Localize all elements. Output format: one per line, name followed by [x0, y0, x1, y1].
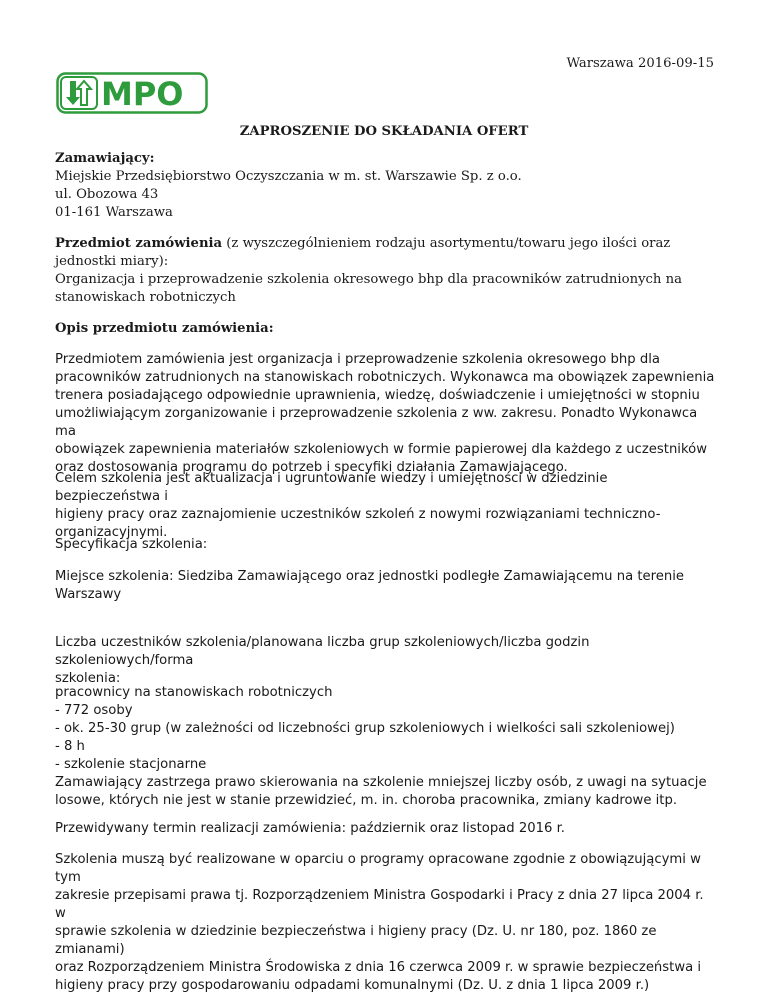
przedmiot-label: Przedmiot zamówienia [55, 236, 223, 251]
przedmiot-note-1: (z wyszczególnieniem rodzaju asortymentu/towaru jego ilości oraz [222, 236, 671, 251]
paragraph-line: organizacyjnymi. [55, 525, 168, 540]
zamawiajacy-section [55, 150, 715, 222]
paragraph-line: Warszawy [55, 587, 122, 602]
paragraph-line: Przedmiotem zamówienia jest organizacja i przeprowadzenie szkolenia okresowego bhp dla [55, 352, 660, 367]
list-item: - 772 osoby [55, 703, 133, 718]
final-paragraph [55, 851, 715, 995]
paragraph-line: obowiązek zapewnienia materiałów szkoleniowych w formie papierowej dla każdego z uczestników [55, 442, 707, 457]
opis-heading: Opis przedmiotu zamówienia: [55, 321, 274, 336]
liczba-paragraph [55, 634, 715, 688]
logo-text: MPO [101, 75, 184, 113]
details-list [55, 684, 715, 810]
przedmiot-value-2: stanowiskach robotniczych [55, 290, 236, 305]
zamawiajacy-city: 01-161 Warszawa [55, 205, 173, 220]
paragraph-line: pracowników zatrudnionych na stanowiskach robotniczych. Wykonawca ma obowiązek zapewnienia [55, 370, 715, 385]
paragraph-line: Celem szkolenia jest aktualizacja i ugruntowanie wiedzy i umiejętności w dziedzinie bezpieczeństwa i [55, 471, 608, 504]
paragraph-line: higieny pracy oraz zaznajomienie uczestników szkoleń z nowymi rozwiązaniami techniczno- [55, 507, 661, 522]
opis-paragraph-1 [55, 351, 715, 477]
list-item: - 8 h [55, 739, 85, 754]
paragraph-line: umożliwiającym zorganizowanie i przeprowadzenie szkolenia z ww. zakresu. Ponadto Wykonawca ma [55, 406, 698, 439]
paragraph-line: sprawie szkolenia w dziedzinie bezpieczeństwa i higieny pracy (Dz. U. nr 180, poz. 1860 ze zmianami) [55, 924, 657, 957]
termin-line: Przewidywany termin realizacji zamówienia: październik oraz listopad 2016 r. [55, 821, 565, 836]
paragraph-line: zakresie przepisami prawa tj. Rozporządzeniem Ministra Gospodarki i Pracy z dnia 27 lipca 2004 r. w [55, 888, 704, 921]
miejsce-paragraph [55, 568, 715, 604]
zamawiajacy-label: Zamawiający: [55, 151, 155, 166]
zamawiajacy-name: Miejskie Przedsiębiorstwo Oczyszczania w m. st. Warszawie Sp. z o.o. [55, 169, 522, 184]
paragraph-line: oraz dostosowania programu do potrzeb i specyfiki działania Zamawiającego. [55, 460, 568, 475]
mpo-logo [56, 72, 208, 114]
zamawiajacy-street: ul. Obozowa 43 [55, 187, 159, 202]
paragraph-line: Szkolenia muszą być realizowane w oparciu o programy opracowane zgodnie z obowiązującymi w tym [55, 852, 701, 885]
list-item: Zamawiający zastrzega prawo skierowania na szkolenie mniejszej liczby osób, z uwagi na sytuacje [55, 775, 707, 790]
list-item: pracownicy na stanowiskach robotniczych [55, 685, 333, 700]
paragraph-line: Liczba uczestników szkolenia/planowana liczba grup szkoleniowych/liczba godzin szkoleniowych/forma [55, 635, 590, 668]
paragraph-line: szkolenia: [55, 671, 121, 686]
list-item: - szkolenie stacjonarne [55, 757, 207, 772]
page-title: ZAPROSZENIE DO SKŁADANIA OFERT [239, 124, 529, 139]
list-item: - ok. 25-30 grup (w zależności od liczebności grup szkoleniowych i wielkości sali szkoleniowej) [55, 721, 675, 736]
list-item: losowe, których nie jest w stanie przewidzieć, m. in. choroba pracownika, zmiany kadrowe itp. [55, 793, 678, 808]
przedmiot-section [55, 235, 715, 307]
date-line: Warszawa 2016-09-15 [566, 56, 714, 71]
opis-paragraph-2 [55, 470, 715, 542]
paragraph-line: Miejsce szkolenia: Siedziba Zamawiającego oraz jednostki podległe Zamawiającemu na terenie [55, 569, 685, 584]
spec-label: Specyfikacja szkolenia: [55, 537, 208, 552]
paragraph-line: oraz Rozporządzeniem Ministra Środowiska z dnia 16 czerwca 2009 r. w sprawie bezpieczeństwa i [55, 960, 702, 975]
przedmiot-value-1: Organizacja i przeprowadzenie szkolenia okresowego bhp dla pracowników zatrudnionych na [55, 272, 682, 287]
przedmiot-note-2: jednostki miary): [55, 254, 169, 269]
paragraph-line: trenera posiadającego odpowiednie uprawnienia, wiedzę, doświadczenie i umiejętności w stopniu [55, 388, 700, 403]
paragraph-line: higieny pracy przy gospodarowaniu odpadami komunalnymi (Dz. U. z dnia 1 lipca 2009 r.) [55, 978, 650, 993]
